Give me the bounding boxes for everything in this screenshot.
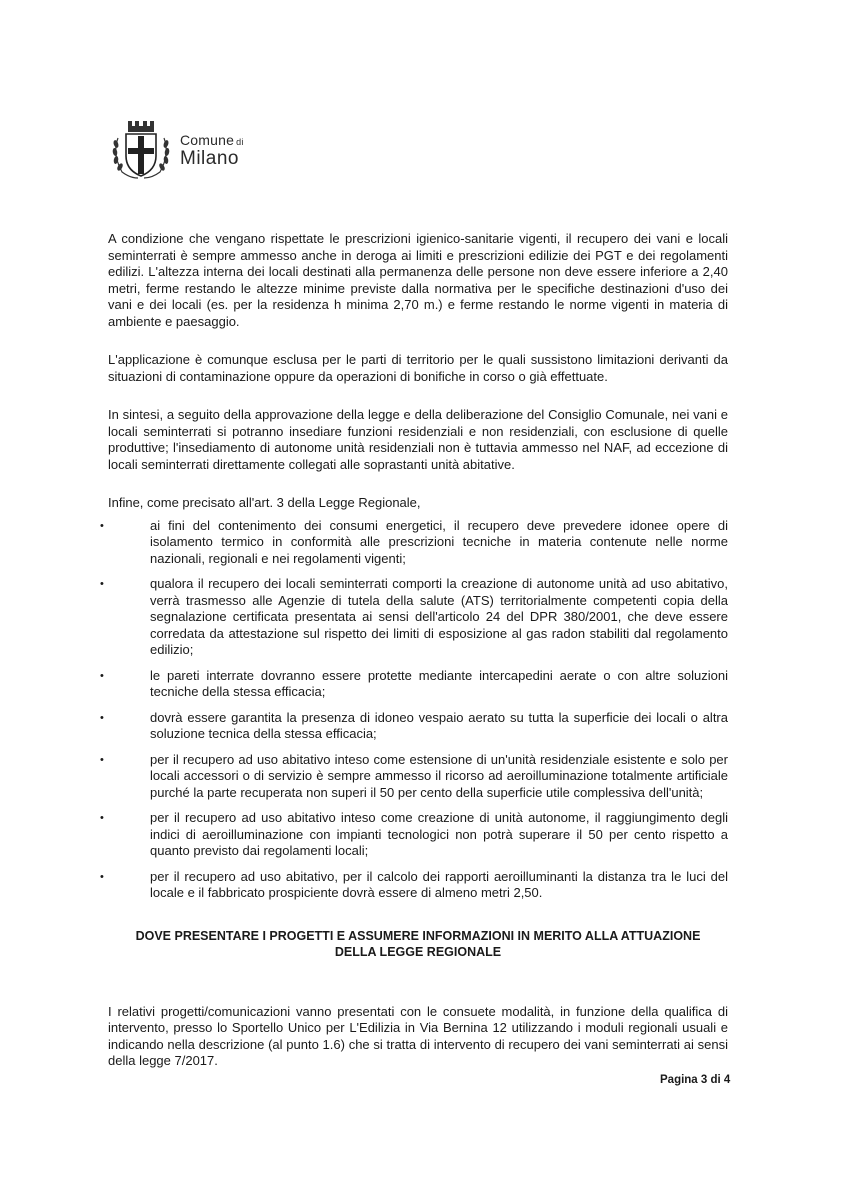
bullet-icon: • <box>100 711 104 724</box>
list-item <box>100 868 728 902</box>
list-item <box>100 810 728 860</box>
list-item-text: dovrà essere garantita la presenza di idoneo vespaio aerato su tutta la superficie dei locali o altra soluzione tecnica della stessa efficacia; <box>150 709 728 741</box>
requirements-list <box>100 517 728 902</box>
logo-text-di: di <box>236 136 244 147</box>
list-item-text: per il recupero ad uso abitativo inteso come creazione di unità autonome, il raggiungimento degli indici di aeroilluminazione con impianti tecnologici non potrà superare il 50 per cento rispetto a quanto previsto dai regolamenti locali; <box>150 810 728 858</box>
paragraph-esclusione: L'applicazione è comunque esclusa per le parti di territorio per le quali sussistono limitazioni derivanti da situazioni di contaminazione oppure da operazioni di bonifiche in corso o già effettuate. <box>108 352 728 384</box>
list-item-text: qualora il recupero dei locali seminterrati comporti la creazione di autonome unità ad uso abitativo, verrà trasmesso alle Agenzie di tutela della salute (ATS) territorialmente competenti copia della segnalazione certificata presentata ai sensi dell'articolo 24 del DPR 380/2001, che deve essere corredata da attestazione sul rispetto dei limiti di esposizione al gas radon stabiliti dal regolamento edilizio; <box>150 576 728 657</box>
paragraph-infine: Infine, come precisato all'art. 3 della Legge Regionale, <box>108 495 421 510</box>
logo-text-milano: Milano <box>180 147 239 169</box>
list-item <box>100 751 728 802</box>
list-item <box>100 517 728 568</box>
bullet-icon: • <box>100 669 104 682</box>
comune-di-milano-logo <box>108 118 244 182</box>
list-item-text: per il recupero ad uso abitativo, per il calcolo dei rapporti aeroilluminanti la distanza tra le luci del locale e il fabbricato prospiciente dovrà essere di almeno metri 2,50. <box>150 868 728 900</box>
list-item <box>100 667 728 701</box>
section-heading: DOVE PRESENTARE I PROGETTI E ASSUMERE INFORMAZIONI IN MERITO ALLA ATTUAZIONE DELLA LEGGE REGIONALE <box>135 928 701 959</box>
paragraph-sintesi: In sintesi, a seguito della approvazione della legge e della deliberazione del Consiglio Comunale, nei vani e locali seminterrati si potranno insediare funzioni residenziali e non residenziali, con esclusione di quelle produttive; l'insediamento di autonome unità residenziali non è tuttavia ammesso nel NAF, ad eccezione di locali seminterrati direttamente collegati alle soprastanti unità abitative. <box>108 407 728 472</box>
paragraph-recupero-vani: A condizione che vengano rispettate le prescrizioni igienico-sanitarie vigenti, il recupero dei vani e locali seminterrati è sempre ammesso anche in deroga ai limiti e prescrizioni edilizie dei PGT e dei regolamenti edilizi. L'altezza interna dei locali destinati alla permanenza delle persone non deve essere inferiore a 2,40 metri, ferme restando le altezze minime previste dalla normativa per le specifiche destinazioni d'uso dei vani e dei locali (es. per la residenza h minima 2,70 m.) e ferme restando le norme vigenti in materia di ambiente e paesaggio. <box>108 231 728 329</box>
list-item <box>100 709 728 743</box>
list-item-text: per il recupero ad uso abitativo inteso come estensione di un'unità residenziale esistente e solo per locali accessori o di servizio è sempre ammesso il ricorso ad aeroilluminazione totalmente artificiale purché la parte recuperata non superi il 50 per cento della superficie utile complessiva dell'unità; <box>150 751 728 800</box>
bullet-icon: • <box>100 812 104 824</box>
bullet-icon: • <box>100 519 104 532</box>
milano-coat-of-arms-icon <box>108 118 174 182</box>
bullet-icon: • <box>100 753 104 766</box>
page-number: Pagina 3 di 4 <box>660 1074 731 1086</box>
list-item-text: ai fini del contenimento dei consumi energetici, il recupero deve prevedere idonee opere di isolamento termico in conformità alle prescrizioni tecniche in materia contenute nelle norme nazionali, regionali e nei regolamenti vigenti; <box>150 517 728 566</box>
paragraph-presentazione-progetti: I relativi progetti/comunicazioni vanno presentati con le consuete modalità, in funzione della qualifica di intervento, presso lo Sportello Unico per L'Edilizia in Via Bernina 12 utilizzando i moduli regionali usuali e indicando nella descrizione (al punto 1.6) che si tratta di intervento di recupero dei vani seminterrati ai sensi della legge 7/2017. <box>108 1003 728 1068</box>
document-body <box>100 231 728 1083</box>
bullet-icon: • <box>100 578 104 590</box>
logo-text-comune: Comune <box>180 131 235 148</box>
list-item-text: le pareti interrate dovranno essere protette mediante intercapedini aerate o con altre soluzioni tecniche della stessa efficacia; <box>150 667 728 699</box>
bullet-icon: • <box>100 870 104 883</box>
list-item <box>100 576 728 659</box>
